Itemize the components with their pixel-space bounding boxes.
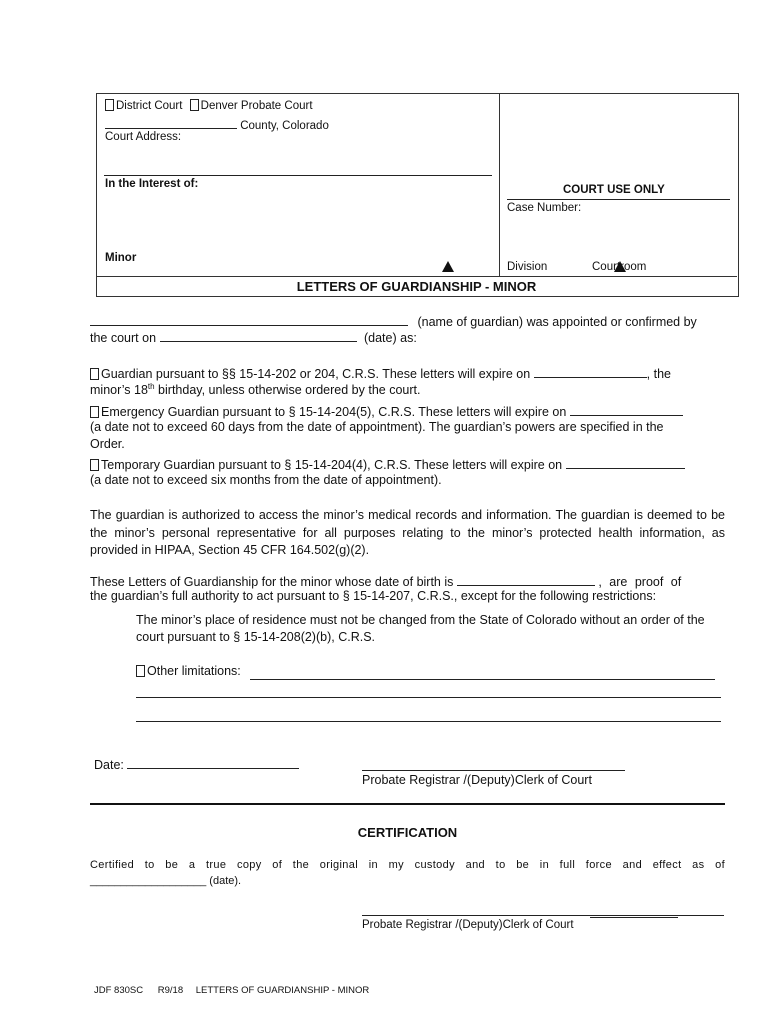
emergency-checkbox[interactable]: [90, 406, 99, 418]
other-limitations-field-2[interactable]: [136, 697, 721, 698]
guardian-checkbox[interactable]: [90, 368, 99, 380]
guardian-option-line1: [90, 365, 671, 381]
signature-date-field[interactable]: [127, 756, 299, 769]
form-revision: R9/18: [157, 985, 184, 996]
court-use-line: [507, 199, 730, 200]
certification-heading: CERTIFICATION: [357, 825, 458, 840]
hipaa-paragraph: The guardian is authorized to access the minor’s medical records and information. The guardian is deemed to be the minor’s personal representative for all purposes relating to the minor’s protected health information, as provided in HIPAA, Section 45 CFR 164.502(g)(2).: [90, 508, 725, 557]
triangle-marker-icon: [614, 261, 626, 272]
certification-registrar-label: Probate Registrar /(Deputy)Clerk of Court: [362, 919, 574, 931]
other-limitations-checkbox[interactable]: [136, 665, 145, 677]
name-label: (name of guardian) was appointed or confirmed by: [417, 315, 697, 329]
temporary-option-text: Temporary Guardian pursuant to § 15-14-204(4), C.R.S. These letters will expire on: [101, 458, 563, 472]
guardian-b-post: birthday, unless otherwise ordered by the court.: [154, 383, 421, 398]
residence-restriction: The minor’s place of residence must not be changed from the State of Colorado without an order of the court pursuant to § 15-14-208(2)(b), C.R.S.: [136, 613, 705, 644]
triangle-marker-icon: [442, 261, 454, 272]
district-court-checkbox[interactable]: [105, 99, 114, 111]
registrar-label: Probate Registrar /(Deputy)Clerk of Court: [362, 773, 592, 787]
court-options: [105, 99, 313, 112]
date-as-label: (date) as:: [363, 331, 417, 345]
emergency-option-line2: (a date not to exceed 60 days from the date of appointment). The guardian’s powers are specified in the: [90, 420, 664, 434]
thick-divider: [90, 803, 725, 805]
emergency-option-line1: [90, 403, 683, 419]
emergency-expire-field[interactable]: [570, 403, 683, 416]
guardian-expire-field[interactable]: [534, 365, 647, 378]
certification-text: Certified to be a true copy of the original in my custody and to be in full force and effect as of: [90, 859, 725, 871]
court-address-label: Court Address:: [105, 131, 182, 143]
temporary-option-line1: [90, 456, 685, 472]
caption-divider: [499, 93, 500, 276]
minor-label: Minor: [105, 252, 137, 264]
title-divider: [96, 276, 737, 277]
guardian-name-field[interactable]: [90, 313, 408, 326]
case-number-label: Case Number:: [507, 202, 582, 214]
district-court-label: District Court: [116, 100, 183, 112]
temporary-checkbox[interactable]: [90, 459, 99, 471]
guardian-option-line2: [90, 382, 420, 397]
county-line: [105, 116, 329, 132]
county-label: County, Colorado: [240, 120, 329, 132]
authority-line1: [90, 573, 681, 589]
court-on-label: the court on: [90, 331, 157, 345]
denver-probate-checkbox[interactable]: [190, 99, 199, 111]
intro-line-2: [90, 329, 417, 345]
authority-line2: the guardian’s full authority to act pursuant to § 15-14-207, C.R.S., except for the following restrictions:: [90, 589, 657, 603]
footer-title: LETTERS OF GUARDIANSHIP - MINOR: [195, 985, 370, 996]
guardian-the: , the: [646, 367, 671, 381]
court-use-only: COURT USE ONLY: [563, 184, 665, 196]
certification-date: ___________________ (date).: [90, 875, 242, 887]
guardian-b-pre: minor’s 18: [90, 383, 148, 398]
emergency-option-line3: Order.: [90, 437, 125, 451]
intro-line-1: [90, 313, 697, 329]
division-label: Division: [507, 261, 548, 273]
footer: [94, 985, 369, 996]
county-field[interactable]: [105, 116, 237, 129]
other-limitations-label: Other limitations:: [147, 664, 241, 678]
authority-text-a: These Letters of Guardianship for the minor whose date of birth is: [90, 575, 454, 589]
certification-signature-line[interactable]: [362, 915, 724, 916]
authority-text-b: , are proof of: [598, 575, 682, 589]
date-label: Date:: [94, 758, 124, 772]
interest-label: In the Interest of:: [105, 178, 199, 190]
temporary-expire-field[interactable]: [566, 456, 685, 469]
guardian-option-text: Guardian pursuant to §§ 15-14-202 or 204, C.R.S. These letters will expire on: [101, 367, 531, 381]
caption-separator: [104, 175, 492, 176]
courtroom-label: Courtroom: [592, 261, 647, 273]
form-title: LETTERS OF GUARDIANSHIP - MINOR: [296, 279, 537, 294]
certification-signature-mark: [590, 917, 678, 918]
denver-probate-label: Denver Probate Court: [200, 100, 313, 112]
appointment-date-field[interactable]: [160, 329, 357, 342]
form-id: JDF 830SC: [94, 985, 144, 996]
temporary-option-line2: (a date not to exceed six months from the date of appointment).: [90, 473, 442, 487]
other-limitations-line: [136, 664, 241, 678]
guardian-b-sup: th: [147, 382, 155, 391]
birth-date-field[interactable]: [457, 573, 595, 586]
emergency-option-text: Emergency Guardian pursuant to § 15-14-204(5), C.R.S. These letters will expire on: [101, 405, 567, 419]
other-limitations-field-3[interactable]: [136, 721, 721, 722]
registrar-signature-line[interactable]: [362, 770, 625, 771]
date-line: [94, 756, 299, 772]
other-limitations-field-1[interactable]: [250, 679, 715, 680]
